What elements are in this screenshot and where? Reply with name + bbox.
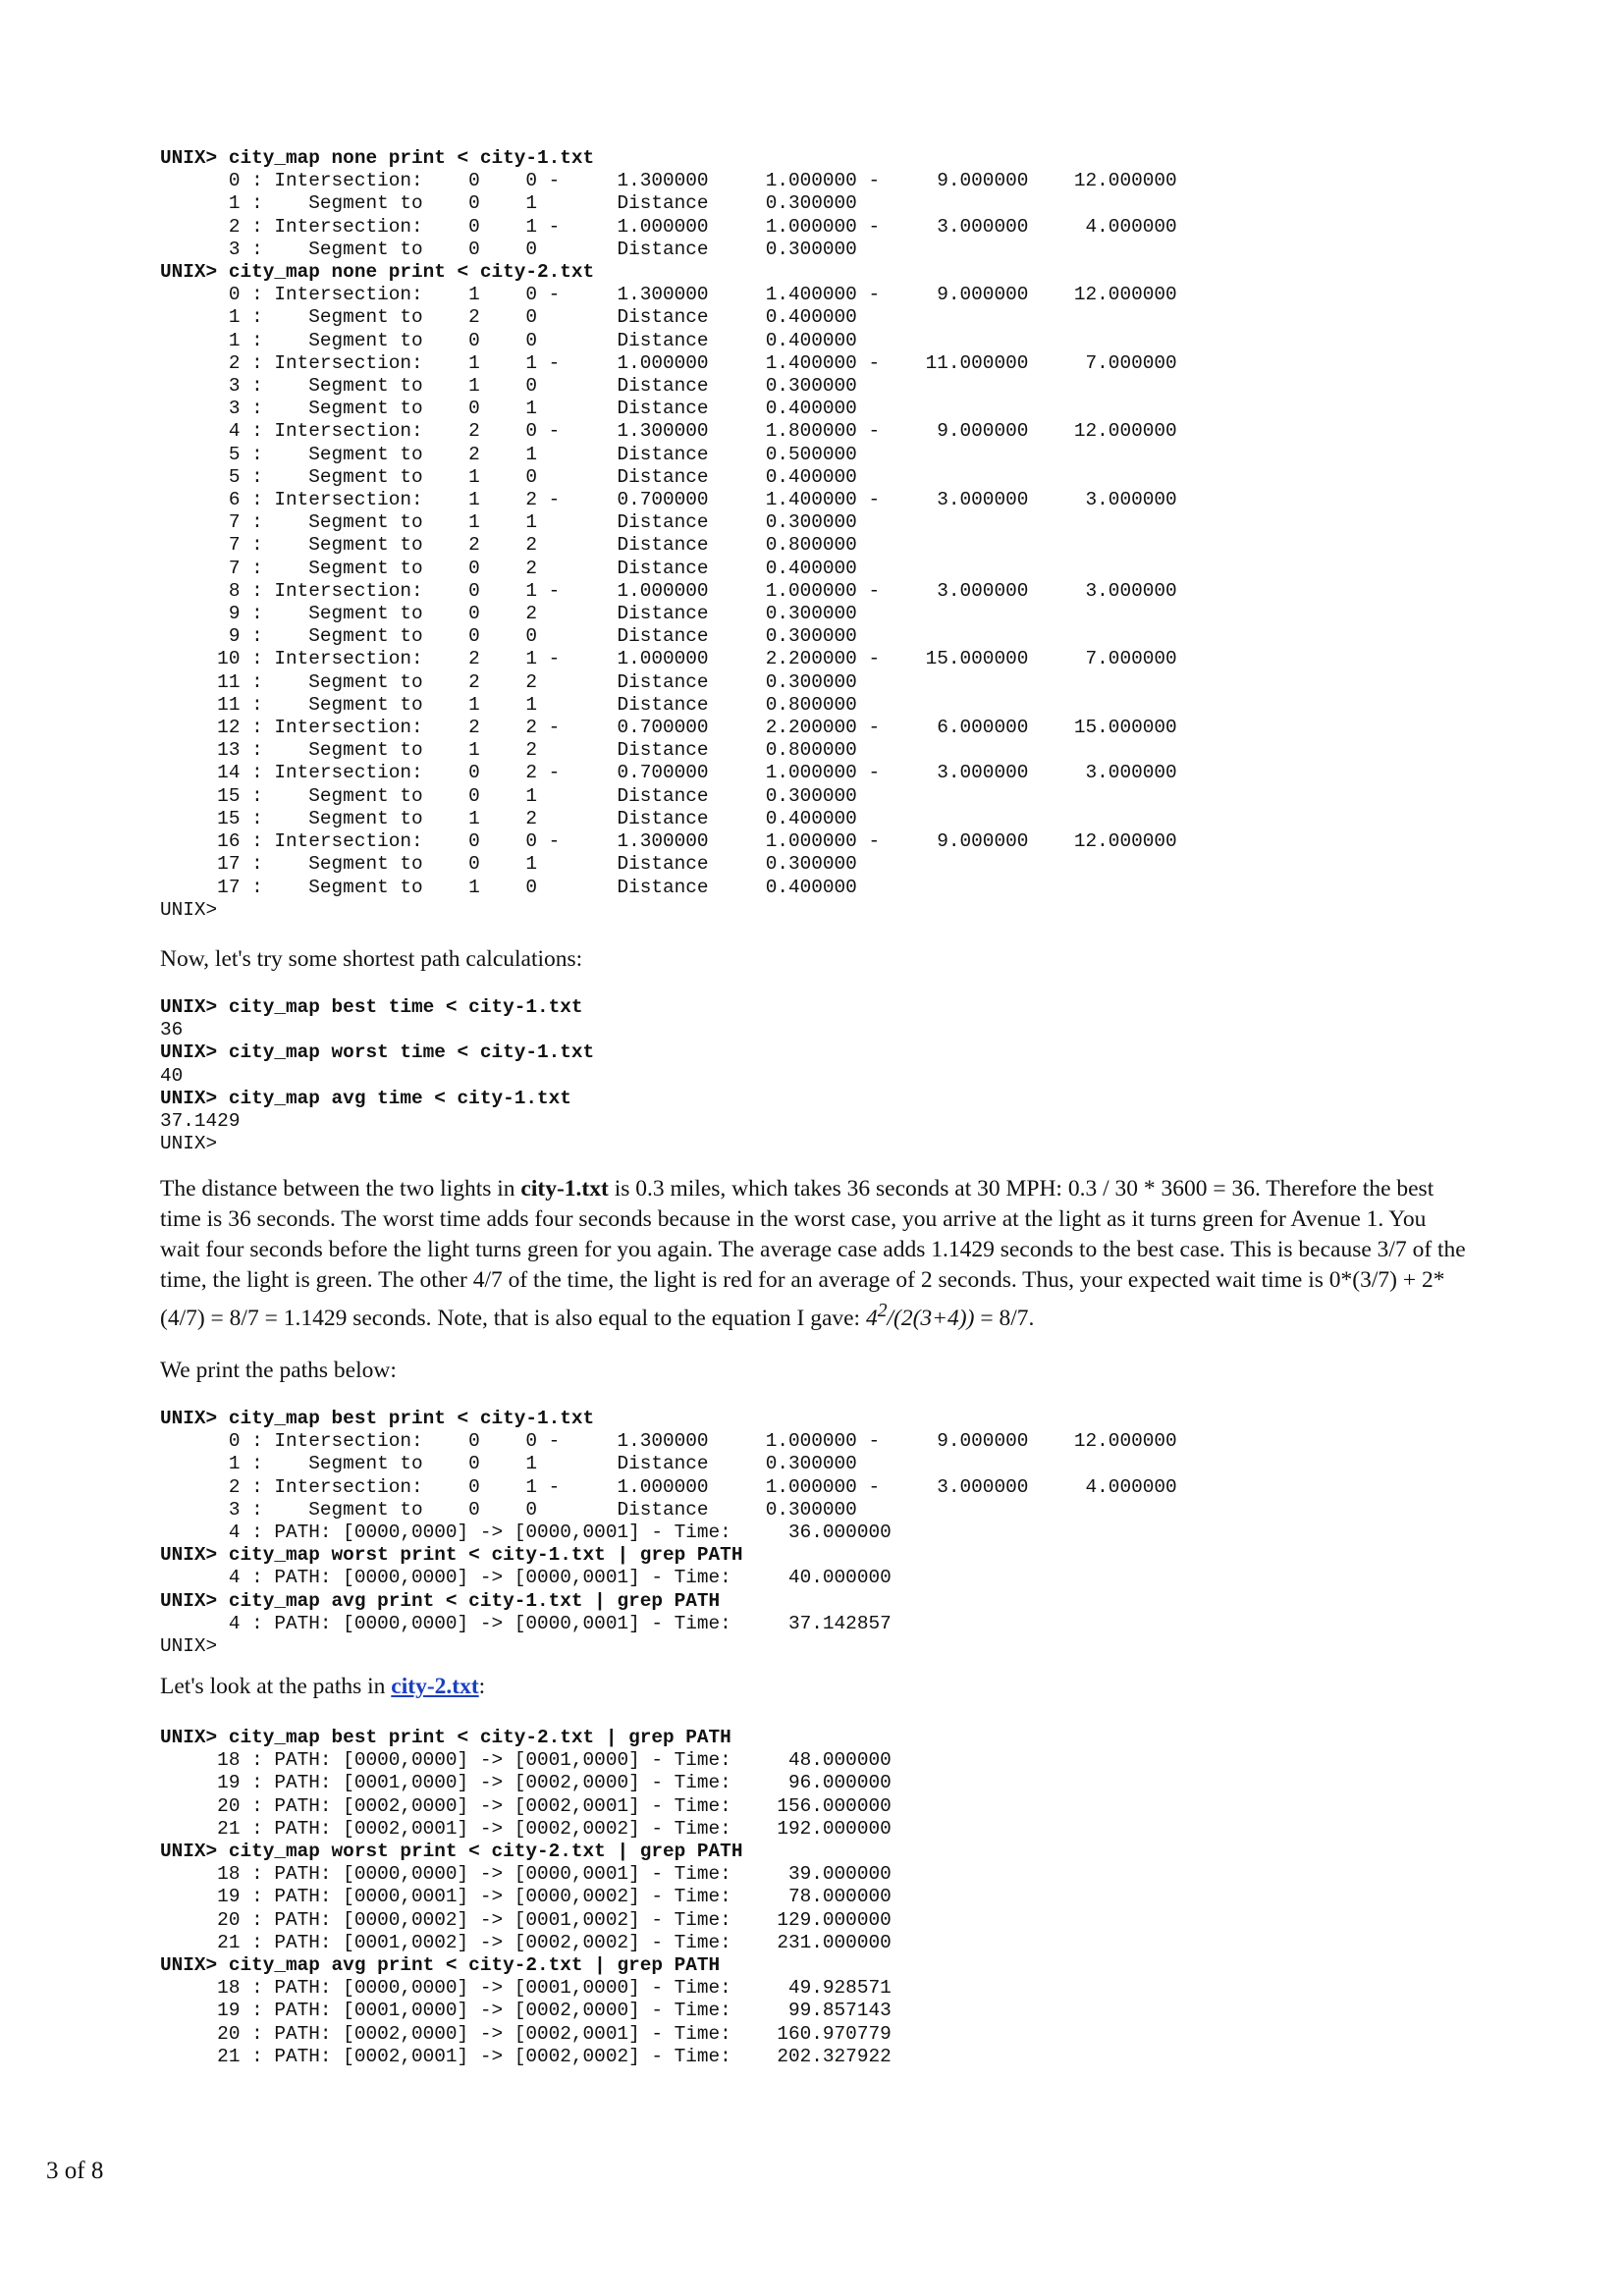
output-line: 1 : Segment to 0 0 Distance 0.400000 [160,329,857,351]
output-line: 0 : Intersection: 1 0 - 1.300000 1.400000 - 9.000000 12.000000 [160,284,1177,306]
shell-command-line: UNIX> city_map worst print < city-1.txt | grep PATH [160,1544,743,1567]
output-line: 11 : Segment to 1 1 Distance 0.800000 [160,693,857,716]
output-line: 4 : PATH: [0000,0000] -> [0000,0001] - Time: 40.000000 [160,1567,892,1589]
output-line: UNIX> [160,898,218,921]
output-line: 36 [160,1019,184,1041]
shell-command-line: UNIX> city_map worst time < city-1.txt [160,1041,595,1064]
output-line: 18 : PATH: [0000,0000] -> [0001,0000] - Time: 48.000000 [160,1749,892,1772]
shell-command-line: UNIX> city_map none print < city-1.txt [160,147,595,169]
output-line: 7 : Segment to 1 1 Distance 0.300000 [160,511,857,534]
output-line: 20 : PATH: [0000,0002] -> [0001,0002] - Time: 129.000000 [160,1908,892,1931]
output-line: 4 : PATH: [0000,0000] -> [0000,0001] - Time: 36.000000 [160,1522,892,1544]
output-line: 19 : PATH: [0001,0000] -> [0002,0000] - Time: 96.000000 [160,1772,892,1794]
output-line: 19 : PATH: [0001,0000] -> [0002,0000] - Time: 99.857143 [160,2000,892,2022]
output-line: UNIX> [160,1133,218,1155]
output-line: 0 : Intersection: 0 0 - 1.300000 1.000000 - 9.000000 12.000000 [160,170,1177,192]
output-line: 19 : PATH: [0000,0001] -> [0000,0002] - Time: 78.000000 [160,1886,892,1908]
output-line: 15 : Segment to 1 2 Distance 0.400000 [160,807,857,829]
equation [865,1301,975,1331]
output-line: 16 : Intersection: 0 0 - 1.300000 1.000000 - 9.000000 12.000000 [160,830,1177,853]
output-line: 8 : Intersection: 0 1 - 1.000000 1.000000 - 3.000000 3.000000 [160,579,1177,602]
shell-command-line: UNIX> city_map avg print < city-1.txt | grep PATH [160,1589,721,1612]
filename-city-1: city-1.txt [520,1176,609,1201]
paragraph-shortest-path-intro: Now, let's try some shortest path calculations: [160,946,583,972]
terminal-output-city-none-print [160,147,1177,922]
output-line: 21 : PATH: [0002,0001] -> [0002,0002] - Time: 202.327922 [160,2045,892,2067]
shell-command-line: UNIX> city_map best time < city-1.txt [160,996,583,1018]
output-line: 17 : Segment to 0 1 Distance 0.300000 [160,853,857,876]
output-line: 15 : Segment to 0 1 Distance 0.300000 [160,784,857,807]
output-line: 18 : PATH: [0000,0000] -> [0000,0001] - Time: 39.000000 [160,1863,892,1886]
equation-denominator: /(2(3+4)) [887,1305,975,1331]
output-line: 5 : Segment to 1 0 Distance 0.400000 [160,465,857,488]
paragraph-distance-explanation [160,1174,1466,1334]
output-line: 3 : Segment to 1 0 Distance 0.300000 [160,375,857,398]
shell-command-line: UNIX> city_map best print < city-1.txt [160,1408,595,1429]
output-line: 20 : PATH: [0002,0000] -> [0002,0001] - Time: 156.000000 [160,1794,892,1817]
output-line: 6 : Intersection: 1 2 - 0.700000 1.400000 - 3.000000 3.000000 [160,489,1177,511]
output-line: 18 : PATH: [0000,0000] -> [0001,0000] - Time: 49.928571 [160,1977,892,2000]
output-line: 9 : Segment to 0 0 Distance 0.300000 [160,625,857,648]
output-line: 4 : Intersection: 2 0 - 1.300000 1.800000 - 9.000000 12.000000 [160,420,1177,443]
equation-exponent: 2 [877,1301,888,1321]
shell-command-line: UNIX> city_map none print < city-2.txt [160,261,595,284]
city-2-link[interactable]: city-2.txt [391,1674,479,1699]
output-line: 3 : Segment to 0 1 Distance 0.400000 [160,398,857,420]
output-line: 37.1429 [160,1110,241,1133]
shell-command-line: UNIX> city_map avg print < city-2.txt | grep PATH [160,1954,721,1977]
output-line: 1 : Segment to 2 0 Distance 0.400000 [160,306,857,329]
output-line: 9 : Segment to 0 2 Distance 0.300000 [160,603,857,625]
terminal-output-city-1-paths [160,1408,1177,1658]
output-line: 1 : Segment to 0 1 Distance 0.300000 [160,192,857,215]
text-segment: Let's look at the paths in [160,1674,392,1699]
shell-command-line: UNIX> city_map worst print < city-2.txt | grep PATH [160,1841,743,1863]
output-line: UNIX> [160,1635,218,1658]
text-segment: is 0.3 miles, which takes 36 seconds at 30 MPH: 0.3 / 30 * 3600 = 36. Therefore the best time is 36 seconds. The worst time adds four seconds because in the worst case, you arrive at the light as it turns green for Avenue 1. You wait four seconds before the light turns green for you again. The average case adds 1.1429 seconds to the best case. This is because 3/7 of the time, the light is green. The other 4/7 of the time, the light is red for an average of 2 seconds. Thus, your expected wait time is 0*(3/7) + 2*(4/7) = 8/7 = 1.1429 seconds. Note, that is also equal to the equation I gave: [160,1176,1466,1331]
output-line: 0 : Intersection: 0 0 - 1.300000 1.000000 - 9.000000 12.000000 [160,1430,1177,1453]
shell-command-line: UNIX> city_map avg time < city-1.txt [160,1087,571,1109]
terminal-output-time-calculations [160,996,594,1155]
output-line: 21 : PATH: [0001,0002] -> [0002,0002] - Time: 231.000000 [160,1931,892,1953]
output-line: 11 : Segment to 2 2 Distance 0.300000 [160,670,857,693]
terminal-output-city-2-paths [160,1727,892,2068]
output-line: 3 : Segment to 0 0 Distance 0.300000 [160,238,857,260]
output-line: 7 : Segment to 2 2 Distance 0.800000 [160,534,857,557]
output-line: 3 : Segment to 0 0 Distance 0.300000 [160,1498,857,1521]
output-line: 13 : Segment to 1 2 Distance 0.800000 [160,739,857,762]
paragraph-print-paths-intro: We print the paths below: [160,1358,397,1383]
paragraph-city-2-intro [160,1672,1466,1702]
output-line: 40 [160,1064,184,1087]
text-segment: = 8/7. [974,1305,1035,1331]
output-line: 21 : PATH: [0002,0001] -> [0002,0002] - Time: 192.000000 [160,1817,892,1840]
page-number: 3 of 8 [46,2158,104,2184]
text-segment: The distance between the two lights in [160,1176,521,1201]
output-line: 17 : Segment to 1 0 Distance 0.400000 [160,876,857,898]
output-line: 7 : Segment to 0 2 Distance 0.400000 [160,557,857,579]
output-line: 10 : Intersection: 2 1 - 1.000000 2.200000 - 15.000000 7.000000 [160,648,1177,670]
shell-command-line: UNIX> city_map best print < city-2.txt | grep PATH [160,1727,731,1748]
output-line: 14 : Intersection: 0 2 - 0.700000 1.000000 - 3.000000 3.000000 [160,762,1177,784]
output-line: 2 : Intersection: 0 1 - 1.000000 1.000000 - 3.000000 4.000000 [160,1475,1177,1498]
output-line: 2 : Intersection: 1 1 - 1.000000 1.400000 - 11.000000 7.000000 [160,351,1177,374]
equation-base: 4 [865,1305,878,1331]
output-line: 5 : Segment to 2 1 Distance 0.500000 [160,443,857,465]
output-line: 2 : Intersection: 0 1 - 1.000000 1.000000 - 3.000000 4.000000 [160,215,1177,238]
output-line: 12 : Intersection: 2 2 - 0.700000 2.200000 - 6.000000 15.000000 [160,717,1177,739]
output-line: 20 : PATH: [0002,0000] -> [0002,0001] - Time: 160.970779 [160,2022,892,2045]
output-line: 4 : PATH: [0000,0000] -> [0000,0001] - Time: 37.142857 [160,1612,892,1634]
text-segment: : [478,1674,486,1699]
output-line: 1 : Segment to 0 1 Distance 0.300000 [160,1453,857,1475]
